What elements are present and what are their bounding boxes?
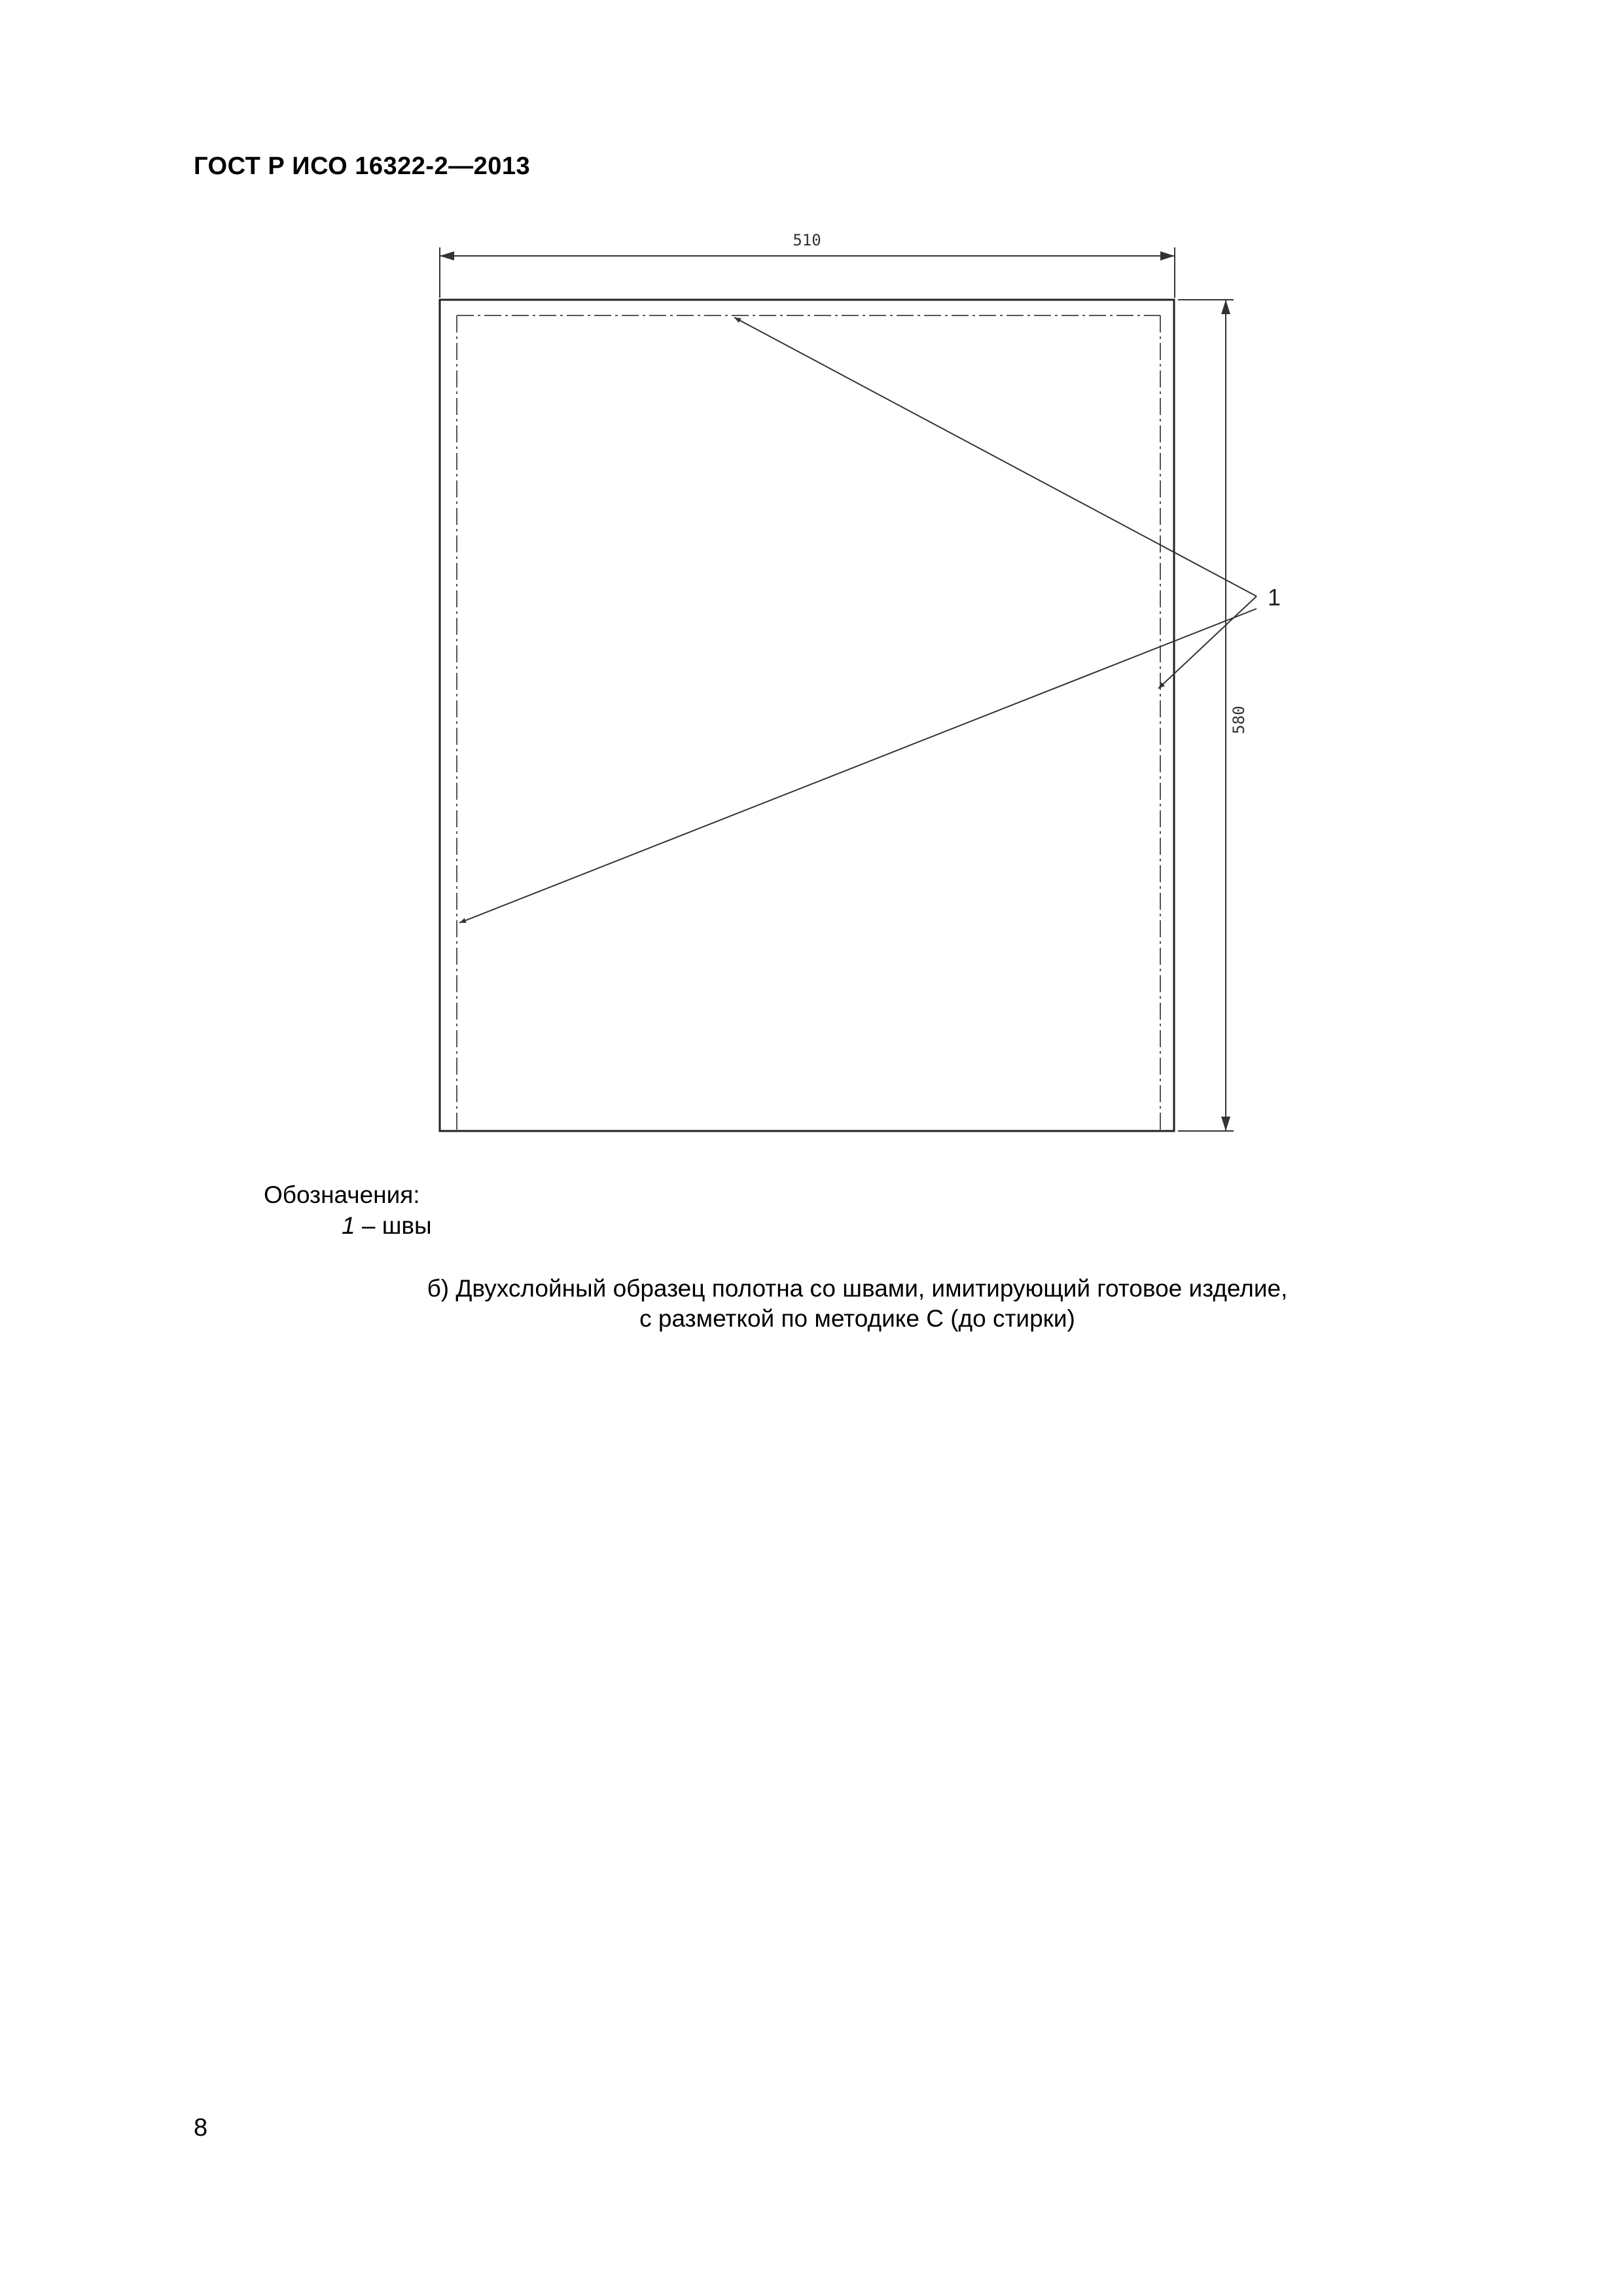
width-dimension-label: 510 (793, 231, 821, 249)
sample-outline (440, 300, 1174, 1131)
seam-callout-number: 1 (1268, 584, 1281, 611)
legend-item (342, 1212, 432, 1240)
document-header: ГОСТ Р ИСО 16322-2—2013 (194, 152, 531, 180)
width-dimension (440, 247, 1175, 298)
figure-caption-line-2: с разметкой по методике С (до стирки) (639, 1305, 1075, 1332)
legend-item-text: швы (382, 1212, 432, 1239)
seam-callout-leaders (459, 317, 1257, 923)
height-dimension-label: 580 (1230, 706, 1248, 734)
figure-caption-line-1: б) Двухслойный образец полотна со швами, имитирующий готовое изделие, (427, 1275, 1288, 1302)
legend-item-number: 1 (342, 1212, 355, 1239)
seam-lines (457, 315, 1160, 1131)
legend-item-dash: – (361, 1212, 376, 1239)
page-number: 8 (194, 2114, 208, 2142)
legend-heading: Обозначения: (264, 1181, 420, 1208)
height-dimension (1178, 300, 1234, 1131)
